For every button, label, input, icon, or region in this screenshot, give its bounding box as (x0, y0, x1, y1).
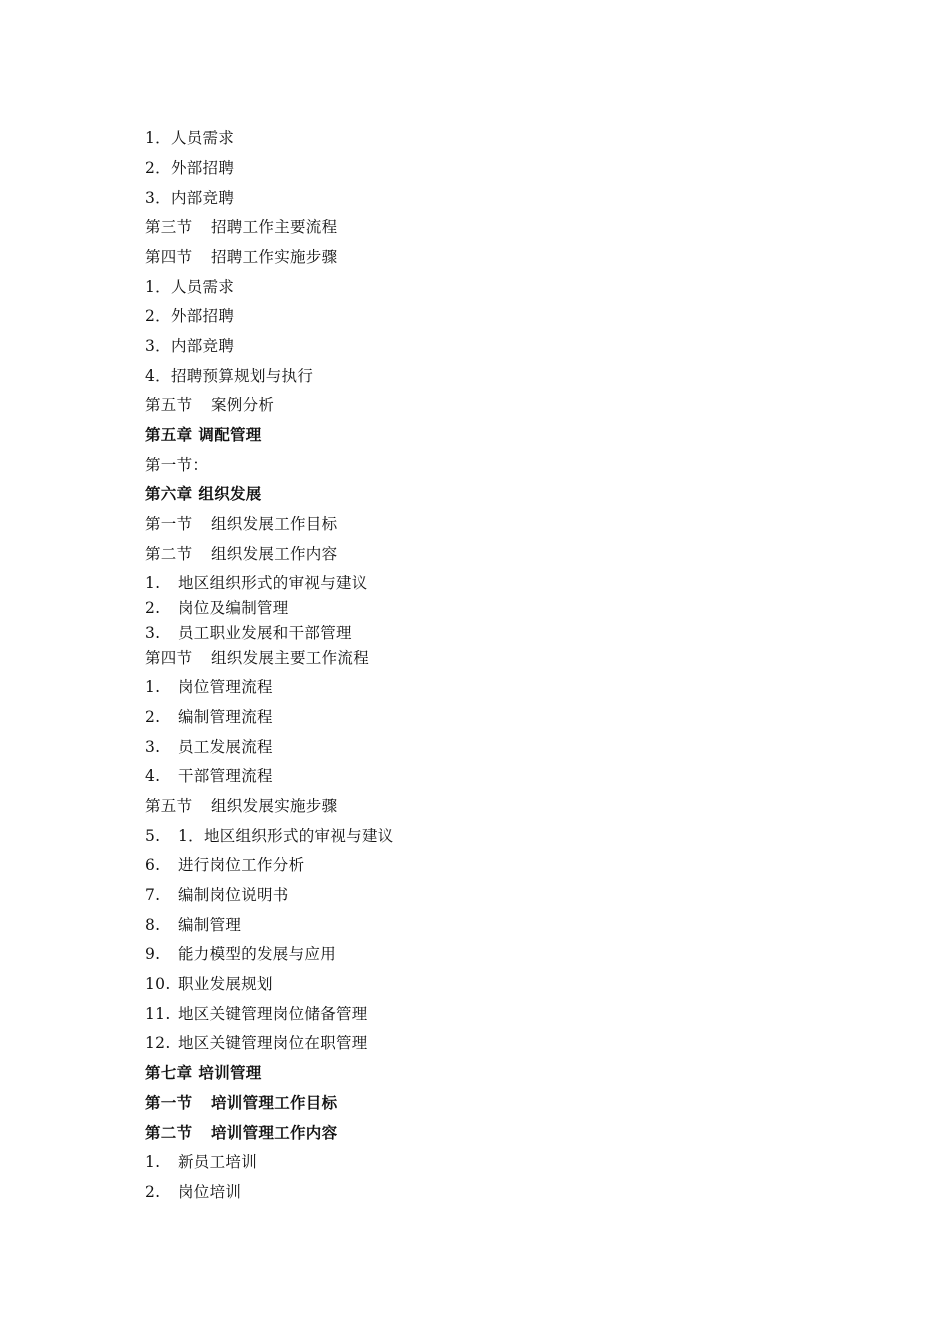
list-item: 4．招聘预算规划与执行 (145, 367, 314, 385)
list-item: 3. 员工职业发展和干部管理 (145, 624, 352, 642)
list-item: 2．外部招聘 (145, 159, 235, 177)
section-heading: 第四节 组织发展主要工作流程 (145, 649, 370, 667)
list-item: 2. 岗位培训 (145, 1183, 242, 1201)
list-item: 1. 岗位管理流程 (145, 678, 273, 696)
list-item: 9. 能力模型的发展与应用 (145, 945, 337, 963)
list-item: 1．人员需求 (145, 278, 235, 296)
list-item: 2．外部招聘 (145, 307, 235, 325)
section-heading: 第一节 组织发展工作目标 (145, 515, 338, 533)
list-item: 7. 编制岗位说明书 (145, 886, 289, 904)
list-item: 12. 地区关键管理岗位在职管理 (145, 1034, 368, 1052)
chapter-heading: 第五章 调配管理 (145, 426, 262, 444)
chapter-heading: 第六章 组织发展 (145, 485, 262, 503)
section-heading: 第二节 组织发展工作内容 (145, 545, 338, 563)
list-item: 3. 员工发展流程 (145, 738, 273, 756)
list-item: 8. 编制管理 (145, 916, 242, 934)
section-heading: 第二节 培训管理工作内容 (145, 1124, 338, 1142)
list-item: 3．内部竞聘 (145, 337, 235, 355)
section-heading: 第五节 组织发展实施步骤 (145, 797, 338, 815)
chapter-heading: 第七章 培训管理 (145, 1064, 262, 1082)
section-heading: 第一节 培训管理工作目标 (145, 1094, 338, 1112)
list-item: 10. 职业发展规划 (145, 975, 273, 993)
list-item: 1. 新员工培训 (145, 1153, 258, 1171)
section-heading: 第三节 招聘工作主要流程 (145, 218, 338, 236)
list-item: 2. 岗位及编制管理 (145, 599, 289, 617)
section-heading: 第四节 招聘工作实施步骤 (145, 248, 338, 266)
list-item: 11. 地区关键管理岗位储备管理 (145, 1005, 368, 1023)
section-heading: 第五节 案例分析 (145, 396, 275, 414)
list-item: 2. 编制管理流程 (145, 708, 273, 726)
list-item: 6. 进行岗位工作分析 (145, 856, 305, 874)
list-item: 1. 地区组织形式的审视与建议 (145, 574, 368, 592)
list-item: 3．内部竞聘 (145, 189, 235, 207)
list-item: 5. 1．地区组织形式的审视与建议 (145, 827, 394, 845)
list-item: 4. 干部管理流程 (145, 767, 273, 785)
list-item: 1．人员需求 (145, 129, 235, 147)
section-heading: 第一节： (145, 456, 209, 474)
